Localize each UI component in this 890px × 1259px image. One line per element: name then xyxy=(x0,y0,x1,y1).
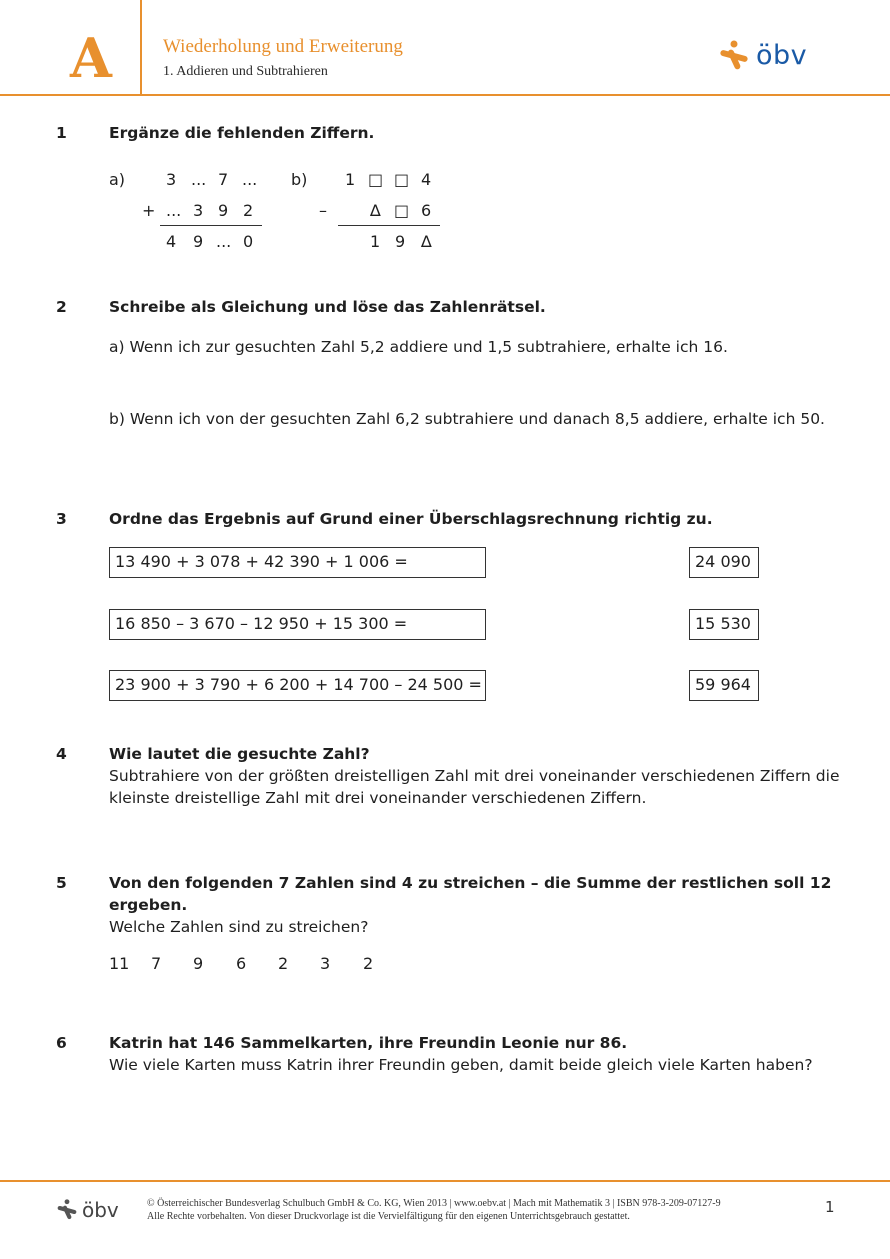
task-number: 2 xyxy=(56,298,67,316)
task-number: 5 xyxy=(56,874,67,892)
task-question: Wie viele Karten muss Katrin ihrer Freundin geben, damit beide gleich viele Karten haben? xyxy=(109,1056,813,1074)
digit: 1 xyxy=(370,232,381,251)
blank-digit: ... xyxy=(191,170,207,189)
subtask-label: b) xyxy=(291,170,308,189)
task-heading: Wie lautet die gesuchte Zahl? xyxy=(109,745,370,763)
copyright-line: © Österreichischer Bundesverlag Schulbuch GmbH & Co. KG, Wien 2013 | www.oebv.at | Mach mit Mathematik 3 | ISBN 978-3-209-07127-9 xyxy=(147,1198,721,1209)
digit: 0 xyxy=(243,232,254,251)
number-item: 2 xyxy=(278,954,289,973)
task-heading-continued: ergeben. xyxy=(109,896,188,914)
task-heading: Ordne das Ergebnis auf Grund einer Überschlagsrechnung richtig zu. xyxy=(109,510,713,528)
term-box: 13 490 + 3 078 + 42 390 + 1 006 = xyxy=(109,547,486,578)
task-question: Welche Zahlen sind zu streichen? xyxy=(109,918,369,936)
digit: 2 xyxy=(243,201,254,220)
task-number: 3 xyxy=(56,510,67,528)
digit: 4 xyxy=(421,170,432,189)
square-symbol: □ xyxy=(394,201,410,220)
number-item: 2 xyxy=(363,954,374,973)
task-number: 4 xyxy=(56,745,67,763)
task-text: Subtrahiere von der größten dreistelligen Zahl mit drei voneinander verschiedenen Ziffern die xyxy=(109,767,840,785)
logo-wordmark: öbv xyxy=(756,40,808,71)
triangle-symbol: ∆ xyxy=(370,201,381,220)
obv-star-icon xyxy=(718,40,750,72)
term-box: 16 850 – 3 670 – 12 950 + 15 300 = xyxy=(109,609,486,640)
result-box: 59 964 xyxy=(689,670,759,701)
digit: 7 xyxy=(218,170,229,189)
footer-logo xyxy=(56,1198,119,1222)
task-heading: Ergänze die fehlenden Ziffern. xyxy=(109,124,375,142)
task-number: 1 xyxy=(56,124,67,142)
footer-logo-wordmark: öbv xyxy=(82,1198,119,1222)
task-heading: Katrin hat 146 Sammelkarten, ihre Freundin Leonie nur 86. xyxy=(109,1034,628,1052)
number-item: 7 xyxy=(151,954,162,973)
header-divider xyxy=(140,0,142,95)
result-box: 24 090 xyxy=(689,547,759,578)
digit: 1 xyxy=(345,170,356,189)
chapter-letter: A xyxy=(70,26,112,90)
sum-line xyxy=(160,225,262,226)
operator: + xyxy=(142,201,156,220)
digit: 9 xyxy=(395,232,406,251)
operator: – xyxy=(319,201,327,220)
result-box: 15 530 xyxy=(689,609,759,640)
number-item: 6 xyxy=(236,954,247,973)
digit: 6 xyxy=(421,201,432,220)
rights-line: Alle Rechte vorbehalten. Von dieser Druckvorlage ist die Vervielfältigung für den eigenen Unterrichtsgebrauch gestattet. xyxy=(147,1211,630,1222)
chapter-title: Wiederholung und Erweiterung xyxy=(163,36,403,57)
header-rule xyxy=(0,94,890,96)
subtask-label: a) xyxy=(109,170,126,189)
digit: 3 xyxy=(193,201,204,220)
digit: 4 xyxy=(166,232,177,251)
word-problem-b: b) Wenn ich von der gesuchten Zahl 6,2 subtrahiere und danach 8,5 addiere, erhalte ich 50. xyxy=(109,410,825,428)
task-text: kleinste dreistellige Zahl mit drei voneinander verschiedenen Ziffern. xyxy=(109,789,647,807)
publisher-logo xyxy=(718,40,807,72)
difference-line xyxy=(338,225,440,226)
term-box: 23 900 + 3 790 + 6 200 + 14 700 – 24 500 = xyxy=(109,670,486,701)
number-item: 11 xyxy=(109,954,130,973)
blank-digit: ... xyxy=(216,232,232,251)
blank-digit: ... xyxy=(166,201,182,220)
square-symbol: □ xyxy=(394,170,410,189)
task-heading: Schreibe als Gleichung und löse das Zahlenrätsel. xyxy=(109,298,546,316)
task-number: 6 xyxy=(56,1034,67,1052)
triangle-symbol: ∆ xyxy=(421,232,432,251)
word-problem-a: a) Wenn ich zur gesuchten Zahl 5,2 addiere und 1,5 subtrahiere, erhalte ich 16. xyxy=(109,338,728,356)
page-number: 1 xyxy=(825,1198,835,1216)
obv-star-icon xyxy=(56,1199,78,1221)
square-symbol: □ xyxy=(368,170,384,189)
number-item: 9 xyxy=(193,954,204,973)
digit: 9 xyxy=(218,201,229,220)
digit: 9 xyxy=(193,232,204,251)
digit: 3 xyxy=(166,170,177,189)
number-item: 3 xyxy=(320,954,331,973)
task-heading: Von den folgenden 7 Zahlen sind 4 zu streichen – die Summe der restlichen soll 12 xyxy=(109,874,832,892)
footer-rule xyxy=(0,1180,890,1182)
chapter-subtitle: 1. Addieren und Subtrahieren xyxy=(163,64,328,79)
blank-digit: ... xyxy=(242,170,258,189)
